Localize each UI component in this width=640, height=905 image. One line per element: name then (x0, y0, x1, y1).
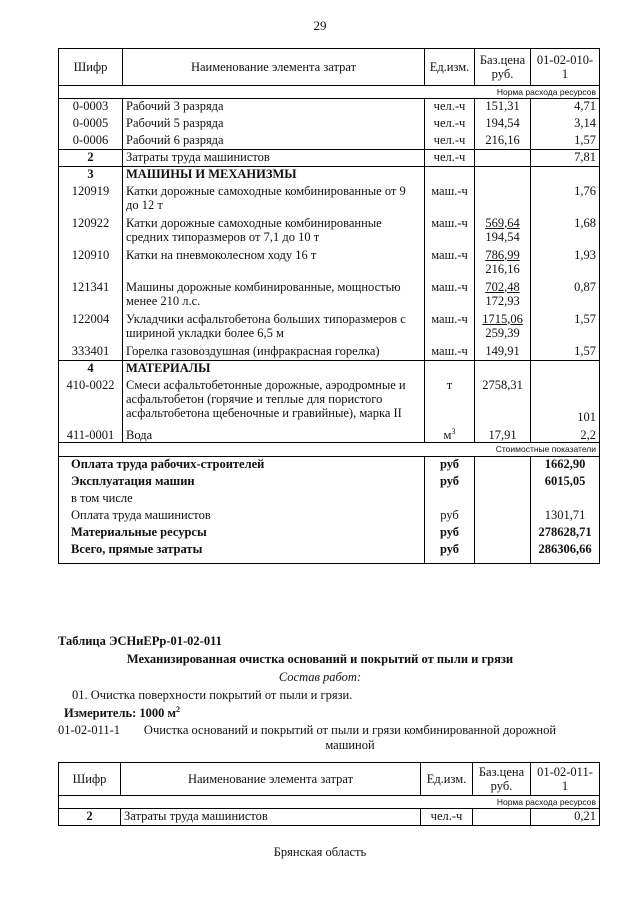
cell-code: 120910 (59, 248, 123, 280)
cell-name: Вода (123, 424, 425, 443)
table-row (59, 378, 600, 424)
cell-code: 410-0022 (59, 378, 123, 424)
cell-code: 4 (59, 361, 123, 378)
summary-empty (475, 474, 531, 491)
cell-unit: маш.-ч (425, 280, 475, 312)
price-value-secondary: 172,93 (485, 293, 520, 308)
cell-code: 2 (59, 150, 123, 167)
cell-price (475, 312, 531, 344)
cell-name: Катки дорожные самоходные комбинированные средних типоразмеров от 7,1 до 10 т (123, 216, 425, 248)
header-code: Шифр (59, 763, 121, 796)
summary-row (59, 525, 600, 542)
summary-empty (475, 525, 531, 542)
cell-unit: маш.-ч (425, 216, 475, 248)
summary-empty (475, 542, 531, 564)
summary-name: Всего, прямые затраты (59, 542, 425, 564)
summary-empty (475, 457, 531, 474)
cell-price (475, 167, 531, 184)
summary-name: Оплата труда машинистов (59, 508, 425, 525)
cell-unit: чел.-ч (425, 116, 475, 133)
cell-norm: 1,57 (531, 312, 600, 344)
norm-description: Очистка оснований и покрытий от пыли и грязи комбинированной дорожной машиной (143, 723, 557, 752)
cell-price (475, 150, 531, 167)
table-row (59, 216, 600, 248)
table-row (59, 167, 600, 184)
cell-norm: 3,14 (531, 116, 600, 133)
cell-norm (531, 167, 600, 184)
summary-row (59, 474, 600, 491)
header-norm-code: 01-02-011-1 (531, 763, 600, 796)
cell-name: МАТЕРИАЛЫ (123, 361, 425, 378)
summary-value: 1662,90 (531, 457, 600, 474)
cell-price (475, 116, 531, 133)
summary-unit (425, 491, 475, 508)
table-row (59, 99, 600, 116)
cell-name: Рабочий 6 разряда (123, 133, 425, 150)
summary-name: Оплата труда рабочих-строителей (59, 457, 425, 474)
cell-price (475, 378, 531, 424)
summary-unit: руб (425, 508, 475, 525)
header-name: Наименование элемента затрат (121, 763, 421, 796)
cell-code: 0-0006 (59, 133, 123, 150)
header-price: Баз.цена руб. (473, 763, 531, 796)
cell-name: Затраты труда машинистов (121, 809, 421, 826)
table-row (59, 248, 600, 280)
measure-label: Измеритель: 1000 $м^2$ (64, 705, 181, 721)
cell-price (475, 280, 531, 312)
header-unit: Ед.изм. (425, 49, 475, 86)
table1-body (59, 99, 600, 443)
cell-code: 333401 (59, 344, 123, 361)
cell-unit: $м^3$ (425, 424, 475, 443)
cell-unit: чел.-ч (421, 809, 473, 826)
price-value: 2758,31 (482, 377, 523, 392)
cell-name: Машины дорожные комбинированные, мощностью менее 210 л.с. (123, 280, 425, 312)
table-row (59, 361, 600, 378)
cell-code: 2 (59, 809, 121, 826)
price-value: 702,48 (485, 279, 520, 294)
price-value-secondary: 194,54 (485, 229, 520, 244)
cell-unit (425, 167, 475, 184)
cell-price (475, 361, 531, 378)
header-unit: Ед.изм. (421, 763, 473, 796)
summary-unit: руб (425, 457, 475, 474)
cell-norm: 7,81 (531, 150, 600, 167)
table-row (59, 424, 600, 443)
cell-name: Затраты труда машинистов (123, 150, 425, 167)
cell-unit: маш.-ч (425, 312, 475, 344)
cell-code: 3 (59, 167, 123, 184)
summary-row (59, 457, 600, 474)
price-value: 194,54 (485, 115, 520, 130)
cell-name: Рабочий 5 разряда (123, 116, 425, 133)
cell-norm: 1,57 (531, 133, 600, 150)
cell-name: Смеси асфальтобетонные дорожные, аэродромные и асфальтобетон (горячие и теплые для пористого асфальтобетона щебеночные и гравийные), марка II (123, 378, 425, 424)
cost-label: Стоимостные показатели (59, 443, 600, 457)
cell-code: 122004 (59, 312, 123, 344)
summary-name: Эксплуатация машин (59, 474, 425, 491)
cell-norm: 2,2 (531, 424, 600, 443)
norm-code: 01-02-011-1 (58, 723, 121, 737)
table-row (59, 116, 600, 133)
cell-price (475, 133, 531, 150)
cell-name: Катки на пневмоколесном ходу 16 т (123, 248, 425, 280)
price-value: 17,91 (488, 428, 517, 442)
cell-unit: чел.-ч (425, 99, 475, 116)
summary-value: 286306,66 (531, 542, 600, 564)
summary-value (531, 491, 600, 508)
resource-table-1 (58, 48, 600, 564)
work-item: 01. Очистка поверхности покрытий от пыли и грязи. (72, 688, 353, 702)
price-value-secondary: 216,16 (485, 261, 520, 276)
cell-norm: 1,76 (531, 184, 600, 216)
cell-price (475, 344, 531, 361)
cell-price (475, 248, 531, 280)
cell-name: Укладчики асфальтобетона больших типоразмеров с шириной укладки более 6,5 м (123, 312, 425, 344)
cell-norm: 0,87 (531, 280, 600, 312)
summary-row (59, 542, 600, 564)
cell-name: МАШИНЫ И МЕХАНИЗМЫ (123, 167, 425, 184)
table-row (59, 133, 600, 150)
summary-unit: руб (425, 542, 475, 564)
table-row (59, 344, 600, 361)
work-composition-label: Состав работ: (278, 670, 362, 684)
cell-price (475, 424, 531, 443)
price-value: 1715,06 (482, 311, 523, 326)
cell-code: 411-0001 (59, 424, 123, 443)
cell-norm: 1,57 (531, 344, 600, 361)
table2-subtitle: Механизированная очистка оснований и покрытий от пыли и грязи (126, 652, 514, 666)
summary-empty (475, 508, 531, 525)
cell-name: Рабочий 3 разряда (123, 99, 425, 116)
header-price: Баз.цена руб. (475, 49, 531, 86)
summary-row (59, 491, 600, 508)
norm-label: Норма расхода ресурсов (59, 86, 600, 99)
cell-norm: 101 (531, 378, 600, 424)
summary-value: 1301,71 (531, 508, 600, 525)
table2-title: Таблица ЭСНиЕРр-01-02-011 (58, 634, 222, 648)
cell-price (475, 99, 531, 116)
header-norm-code: 01-02-010-1 (531, 49, 600, 86)
cell-name: Горелка газовоздушная (инфракрасная горелка) (123, 344, 425, 361)
table2-body (59, 809, 600, 826)
price-value: 786,99 (485, 247, 520, 262)
header-code: Шифр (59, 49, 123, 86)
cell-name: Катки дорожные самоходные комбинированные от 9 до 12 т (123, 184, 425, 216)
table-row (59, 312, 600, 344)
summary-row (59, 508, 600, 525)
cell-unit: маш.-ч (425, 184, 475, 216)
summary-empty (475, 491, 531, 508)
cell-unit: маш.-ч (425, 248, 475, 280)
table1-summary (59, 457, 600, 564)
cell-code: 0-0005 (59, 116, 123, 133)
summary-name: Материальные ресурсы (59, 525, 425, 542)
summary-name: в том числе (59, 491, 425, 508)
table-row (59, 280, 600, 312)
price-value: 216,16 (485, 132, 520, 147)
table-row (59, 150, 600, 167)
summary-value: 278628,71 (531, 525, 600, 542)
cell-unit: маш.-ч (425, 344, 475, 361)
table-row (59, 184, 600, 216)
cell-norm: 1,93 (531, 248, 600, 280)
cell-code: 120922 (59, 216, 123, 248)
cell-code: 120919 (59, 184, 123, 216)
cell-price (475, 216, 531, 248)
cell-unit: т (425, 378, 475, 424)
cell-norm: 0,21 (531, 809, 600, 826)
price-value-secondary: 259,39 (485, 325, 520, 340)
table-row (59, 809, 600, 826)
cell-price (473, 809, 531, 826)
norm-label: Норма расхода ресурсов (59, 796, 600, 809)
page-number: 29 (313, 18, 327, 33)
cell-norm: 1,68 (531, 216, 600, 248)
cell-code: 0-0003 (59, 99, 123, 116)
header-name: Наименование элемента затрат (123, 49, 425, 86)
price-value: 151,31 (485, 99, 520, 113)
cell-code: 121341 (59, 280, 123, 312)
resource-table-2 (58, 762, 600, 826)
price-value: 569,64 (485, 215, 520, 230)
cell-norm: 4,71 (531, 99, 600, 116)
cell-price (475, 184, 531, 216)
price-value: 149,91 (485, 343, 520, 358)
summary-value: 6015,05 (531, 474, 600, 491)
summary-unit: руб (425, 525, 475, 542)
cell-norm (531, 361, 600, 378)
cell-unit: чел.-ч (425, 133, 475, 150)
cell-unit (425, 361, 475, 378)
page-footer: Брянская область (273, 845, 367, 859)
cell-unit: чел.-ч (425, 150, 475, 167)
summary-unit: руб (425, 474, 475, 491)
